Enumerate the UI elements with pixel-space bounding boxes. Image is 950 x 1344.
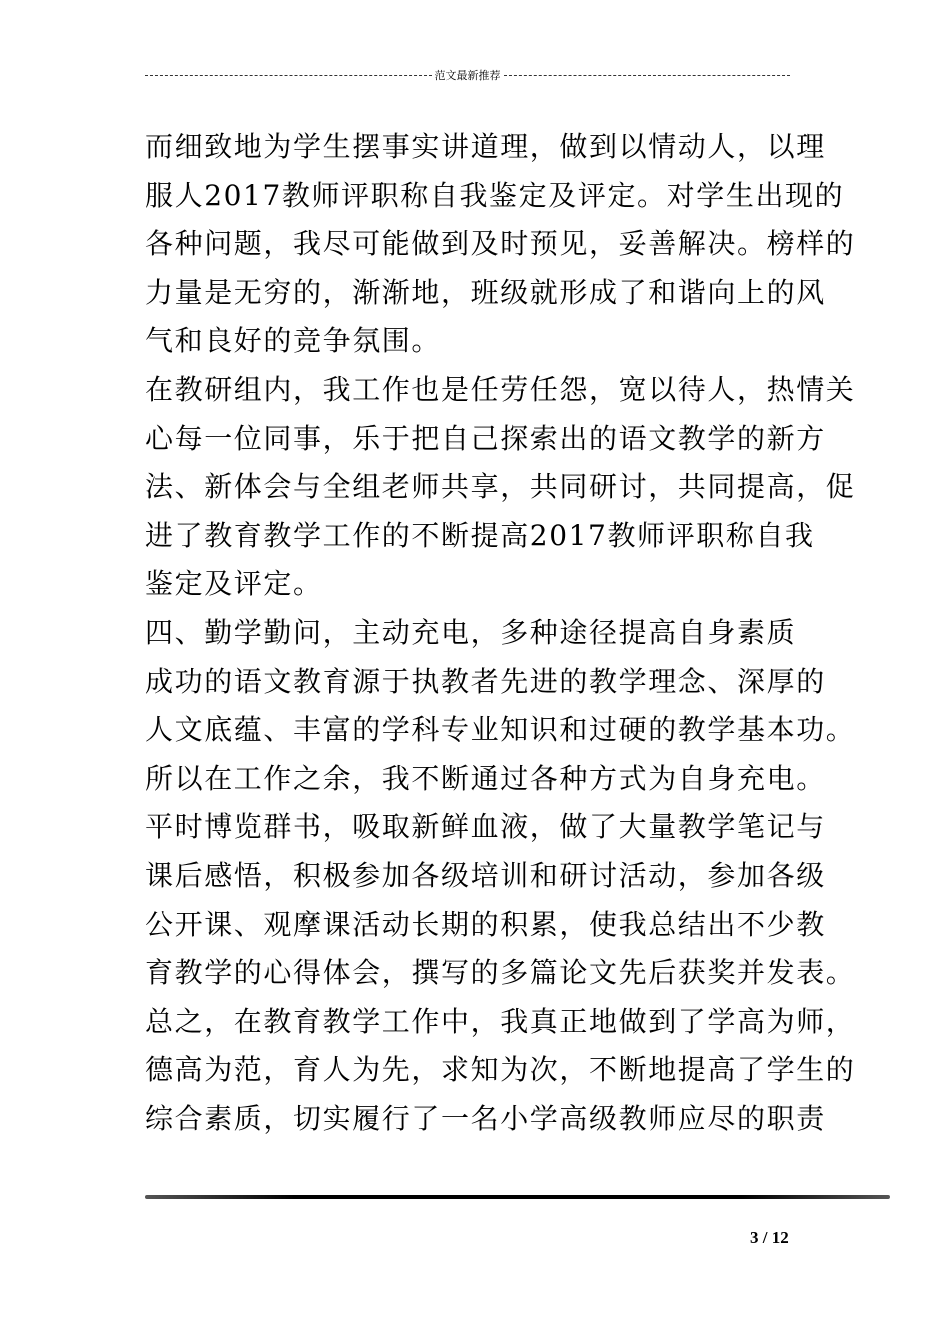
- body-line: 法、新体会与全组老师共享，共同研讨，共同提高，促: [145, 470, 856, 504]
- header-dash-left: [145, 75, 432, 76]
- body-line: 进了教育教学工作的不断提高2017教师评职称自我: [145, 518, 815, 552]
- body-line: 综合素质，切实履行了一名小学高级教师应尽的职责: [145, 1101, 826, 1135]
- body-line: 公开课、观摩课活动长期的积累，使我总结出不少教: [145, 907, 826, 941]
- body-line: 在教研组内，我工作也是任劳任怨，宽以待人，热情关: [145, 372, 856, 406]
- page-header: [145, 67, 790, 83]
- body-line: 而细致地为学生摆事实讲道理，做到以情动人，以理: [145, 130, 826, 163]
- header-label: 范文最新推荐: [434, 69, 501, 82]
- body-line: 鉴定及评定。: [145, 567, 323, 601]
- body-line: 心每一位同事，乐于把自己探索出的语文教学的新方: [145, 421, 826, 455]
- page-number: 3 / 12: [750, 1228, 789, 1247]
- body-line: 课后感悟，积极参加各级培训和研讨活动，参加各级: [145, 858, 826, 892]
- body-line: 气和良好的竞争氛围。: [145, 324, 442, 358]
- body-line: 服人2017教师评职称自我鉴定及评定。对学生出现的: [145, 178, 845, 212]
- body-line: 各种问题，我尽可能做到及时预见，妥善解决。榜样的: [145, 227, 856, 261]
- body-line: 所以在工作之余，我不断通过各种方式为自身充电。: [145, 761, 826, 795]
- body-line: 成功的语文教育源于执教者先进的教学理念、深厚的: [145, 664, 826, 698]
- section-heading: 四、勤学勤问，主动充电，多种途径提高自身素质: [145, 615, 797, 649]
- body-line: 德高为范，育人为先，求知为次，不断地提高了学生的: [145, 1053, 856, 1087]
- document-body: [145, 123, 856, 1143]
- body-line: 育教学的心得体会，撰写的多篇论文先后获奖并发表。: [145, 956, 856, 990]
- footer-divider: [145, 1195, 890, 1199]
- body-line: 平时博览群书，吸取新鲜血液，做了大量教学笔记与: [145, 810, 826, 844]
- header-dash-right: [504, 75, 791, 76]
- body-line: 人文底蕴、丰富的学科专业知识和过硬的教学基本功。: [145, 713, 856, 747]
- body-line: 总之，在教育教学工作中，我真正地做到了学高为师，: [145, 1004, 856, 1038]
- body-line: 力量是无穷的，渐渐地，班级就形成了和谐向上的风: [145, 275, 826, 309]
